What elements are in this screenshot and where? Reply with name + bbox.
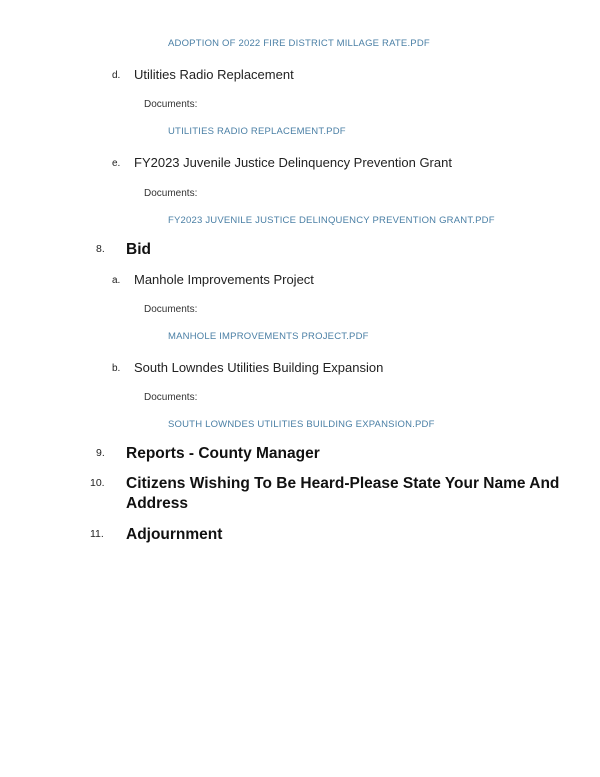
agenda-sub-item-bid-a [112, 272, 560, 288]
agenda-section-citizens [90, 474, 560, 514]
document-link-manhole-improvements-project[interactable]: MANHOLE IMPROVEMENTS PROJECT.PDF [168, 330, 369, 342]
document-link-south-lowndes-utilities-building-expansion[interactable]: SOUTH LOWNDES UTILITIES BUILDING EXPANSION.PDF [168, 419, 435, 431]
document-link-utilities-radio-replacement[interactable]: UTILITIES RADIO REPLACEMENT.PDF [168, 126, 346, 138]
list-marker: 10. [90, 477, 105, 490]
agenda-sub-item-d [112, 67, 560, 83]
list-marker: b. [112, 362, 121, 374]
documents-label: Documents: [144, 187, 198, 199]
agenda-section-bid [96, 240, 560, 260]
agenda-section-title: Bid [126, 240, 151, 258]
documents-label: Documents: [144, 303, 198, 315]
list-marker: a. [112, 274, 121, 286]
list-marker: 11. [90, 527, 104, 540]
agenda-section-title: Adjournment [126, 525, 223, 543]
documents-label: Documents: [144, 392, 198, 404]
list-marker: 8. [96, 242, 105, 255]
agenda-section-adjournment [90, 525, 560, 545]
agenda-sub-item-title: FY2023 Juvenile Justice Delinquency Prevention Grant [134, 155, 452, 171]
documents-label: Documents: [144, 99, 198, 111]
agenda-sub-item-title: South Lowndes Utilities Building Expansion [134, 359, 384, 375]
list-marker: e. [112, 158, 121, 170]
document-link-fy2023-juvenile-justice-grant[interactable]: FY2023 JUVENILE JUSTICE DELINQUENCY PREVENTION GRANT.PDF [168, 214, 495, 226]
agenda-sub-item-bid-b [112, 360, 560, 376]
agenda-section-title: Reports - County Manager [126, 445, 320, 463]
list-marker: d. [112, 70, 121, 81]
agenda-sub-item-title: Utilities Radio Replacement [134, 67, 294, 82]
agenda-sub-item-title: Manhole Improvements Project [134, 271, 314, 287]
document-link-fire-district-millage[interactable]: ADOPTION OF 2022 FIRE DISTRICT MILLAGE RATE.PDF [168, 38, 430, 49]
agenda-section-title: Citizens Wishing To Be Heard-Please State Your Name And Address [126, 475, 560, 513]
list-marker: 9. [96, 447, 105, 460]
agenda-sub-item-e [112, 155, 560, 171]
agenda-section-reports [96, 444, 560, 464]
